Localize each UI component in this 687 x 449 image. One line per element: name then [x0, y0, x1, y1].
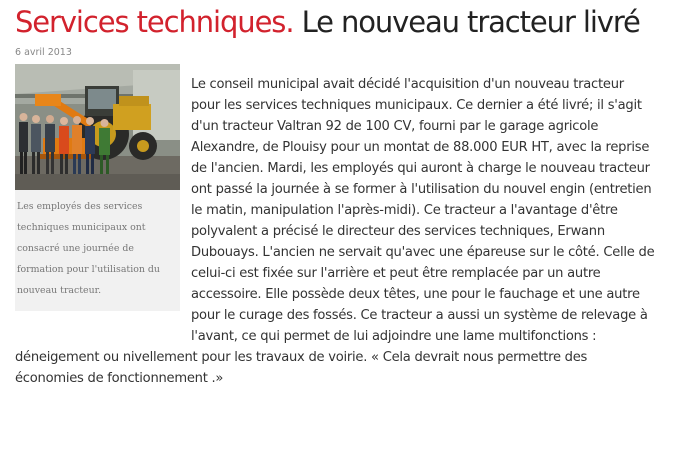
caption-line: consacré une journée de — [17, 243, 134, 254]
photo-tractor-group[interactable] — [15, 64, 180, 190]
body-line: ont passé la journée à se former à l'utilisation du nouvel engin (entretien — [191, 182, 652, 197]
caption-line: Les employés des services — [17, 201, 143, 212]
caption-line: formation pour l'utilisation du — [17, 264, 160, 275]
body-line: pour le curage des fossés. Ce tracteur a aussi un système de relevage à — [191, 308, 648, 323]
body-line: Le conseil municipal avait décidé l'acquisition d'un nouveau tracteur — [191, 77, 624, 92]
headline-title: Le nouveau tracteur livré — [301, 5, 640, 39]
body-line: économies de fonctionnement .» — [15, 371, 224, 386]
body-line: celui-ci est fixée sur l'arrière et peut être remplacée par un autre — [191, 266, 601, 281]
article-date: 6 avril 2013 — [15, 47, 72, 58]
caption-line: nouveau tracteur. — [17, 285, 102, 296]
body-line: déneigement ou nivellement pour les travaux de voirie. « Cela devrait nous permettre des — [15, 350, 588, 365]
body-line: le matin, manipulation l'après-midi). Ce tracteur a l'avantage d'être — [191, 203, 618, 218]
body-line: l'avant, ce qui permet de lui adjoindre une lame multifonctions : — [191, 329, 597, 344]
article-figure — [15, 64, 180, 311]
caption-line: techniques municipaux ont — [17, 222, 146, 233]
body-line: pour les services techniques municipaux. Ce dernier a été livré; il s'agit — [191, 98, 642, 113]
body-line: Alexandre, de Plouisy pour un montat de 88.000 EUR HT, avec la reprise — [191, 140, 650, 155]
body-line: d'un tracteur Valtran 92 de 100 CV, fourni par le garage agricole — [191, 119, 599, 134]
body-line: Dubouays. L'ancien ne servait qu'avec une épareuse sur le côté. Celle de — [191, 245, 655, 260]
body-line: polyvalent a précisé le directeur des services techniques, Erwann — [191, 224, 605, 239]
article-headline — [15, 3, 640, 41]
photo-caption — [17, 196, 178, 301]
body-line: accessoire. Elle possède deux têtes, une pour le fauchage et une autre — [191, 287, 640, 302]
headline-kicker: Services techniques. — [15, 5, 294, 39]
body-line: de l'ancien. Mardi, les employés qui auront à charge le nouveau tracteur — [191, 161, 650, 176]
